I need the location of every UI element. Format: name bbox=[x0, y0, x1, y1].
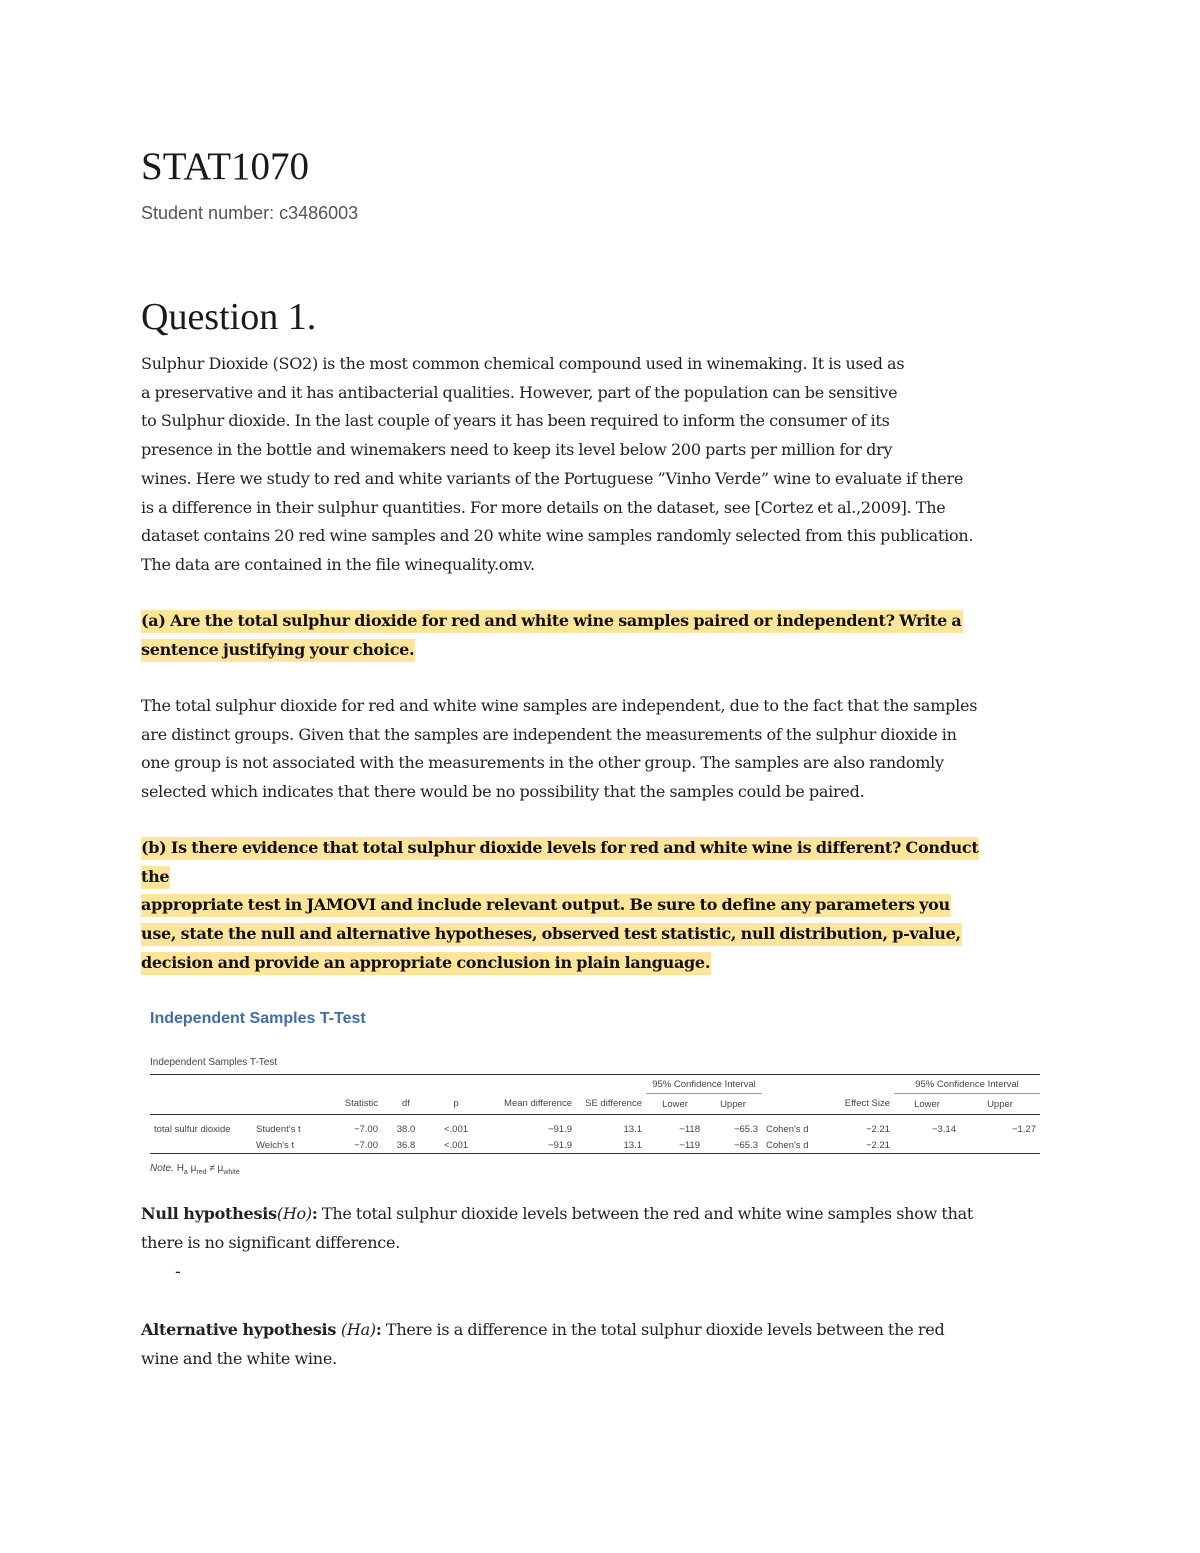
cell-se-diff: 13.1 bbox=[576, 1137, 646, 1154]
col-es-lower: Lower bbox=[894, 1094, 960, 1115]
intro-line: Sulphur Dioxide (SO2) is the most common chemical compound used in winemaking. It is used as bbox=[141, 354, 905, 373]
alt-hypothesis-label: Alternative hypothesis bbox=[141, 1320, 341, 1339]
jamovi-title: Independent Samples T-Test bbox=[150, 1010, 366, 1027]
part-a-question-line: sentence justifying your choice. bbox=[141, 639, 415, 662]
cell-lower: −119 bbox=[646, 1137, 704, 1154]
col-mean-diff: Mean difference bbox=[482, 1094, 576, 1115]
intro-line: presence in the bottle and winemakers need to keep its level below 200 parts per million for dry bbox=[141, 440, 893, 460]
intro-line: is a difference in their sulphur quantities. For more details on the dataset, see [Cortez et al.,2009]. The bbox=[141, 497, 946, 517]
bullet-dash: - bbox=[175, 1262, 181, 1281]
cell-effect-size: −2.21 bbox=[865, 1123, 890, 1135]
alt-hypothesis-text-2: wine and the white wine. bbox=[141, 1348, 337, 1368]
cell-variable: total sulfur dioxide bbox=[154, 1123, 231, 1135]
cell-es-lower bbox=[894, 1137, 960, 1154]
null-hypothesis-label: Null hypothesis bbox=[141, 1204, 277, 1223]
cell-df: 36.8 bbox=[382, 1137, 430, 1154]
answer-line: one group is not associated with the measurements in the other group. The samples are also randomly bbox=[141, 753, 944, 773]
null-hypothesis-symbol: (Ho) bbox=[276, 1204, 312, 1223]
col-p: p bbox=[430, 1094, 482, 1115]
part-b-question-line: appropriate test in JAMOVI and include relevant output. Be sure to define any parameters you bbox=[141, 894, 951, 917]
cell-test: Welch's t bbox=[252, 1137, 324, 1154]
part-b-question-line: decision and provide an appropriate conclusion in plain language. bbox=[141, 952, 711, 975]
answer-line: are distinct groups. Given that the samples are independent the measurements of the sulphur dioxide in bbox=[141, 724, 957, 744]
jamovi-note bbox=[150, 1163, 240, 1176]
cell-lower: −118 bbox=[679, 1123, 700, 1135]
part-b-question bbox=[141, 834, 979, 978]
course-title: STAT1070 bbox=[141, 145, 310, 188]
cell-mean-diff: −91.9 bbox=[547, 1123, 572, 1135]
col-upper: Upper bbox=[704, 1094, 762, 1115]
answer-line: The total sulphur dioxide for red and white wine samples are independent, due to the fact that the samples bbox=[141, 696, 978, 715]
alt-hypothesis-symbol: (Ha) bbox=[340, 1320, 376, 1339]
intro-line: The data are contained in the file winequality.omv. bbox=[141, 554, 535, 574]
part-b-question-line: use, state the null and alternative hypotheses, observed test statistic, null distribution, p-value, bbox=[141, 923, 962, 946]
intro-line: wines. Here we study to red and white variants of the Portuguese ”Vinho Verde” wine to evaluate if there bbox=[141, 468, 964, 488]
note-h: H bbox=[176, 1163, 184, 1174]
col-se-diff: SE difference bbox=[576, 1094, 646, 1115]
note-sub-a: a bbox=[183, 1169, 188, 1176]
intro-line: a preservative and it has antibacterial qualities. However, part of the population can be sensitive bbox=[141, 382, 898, 402]
note-sub-white: white bbox=[223, 1169, 240, 1176]
cell-p: <.001 bbox=[430, 1137, 482, 1154]
intro-line: dataset contains 20 red wine samples and 20 white wine samples randomly selected from this publication. bbox=[141, 526, 974, 546]
null-hypothesis bbox=[141, 1200, 973, 1257]
alt-hypothesis-colon: : bbox=[375, 1320, 382, 1339]
note-neq: ≠ μ bbox=[206, 1163, 224, 1174]
cell-effect-size: −2.21 bbox=[834, 1137, 894, 1154]
cell-es-upper bbox=[960, 1137, 1040, 1154]
cell-statistic: −7.00 bbox=[353, 1123, 378, 1135]
table-row bbox=[150, 1137, 1040, 1154]
intro-line: to Sulphur dioxide. In the last couple of years it has been required to inform the consumer of its bbox=[141, 411, 890, 431]
null-hypothesis-text: The total sulphur dioxide levels between the red and white wine samples show that bbox=[317, 1204, 974, 1223]
answer-line: selected which indicates that there would be no possibility that the samples could be paired. bbox=[141, 782, 865, 802]
jamovi-output bbox=[150, 1010, 1040, 1176]
col-effect-size: Effect Size bbox=[834, 1094, 894, 1115]
cell-effect-name: Cohen's d bbox=[762, 1137, 834, 1154]
table-row bbox=[150, 1115, 1040, 1138]
table-header-row bbox=[150, 1094, 1040, 1115]
jamovi-subtitle: Independent Samples T-Test bbox=[150, 1057, 278, 1068]
ttest-table bbox=[150, 1074, 1040, 1154]
cell-p: <.001 bbox=[443, 1123, 469, 1135]
effect-ci-header: 95% Confidence Interval bbox=[894, 1075, 1040, 1094]
cell-es-lower: −3.14 bbox=[931, 1123, 956, 1135]
cell-se-diff: 13.1 bbox=[623, 1123, 642, 1135]
cell-upper: −65.3 bbox=[704, 1137, 762, 1154]
part-b-question-line: the bbox=[141, 866, 170, 889]
null-hypothesis-colon: : bbox=[311, 1204, 318, 1223]
col-statistic: Statistic bbox=[324, 1094, 382, 1115]
note-label: Note. bbox=[150, 1163, 174, 1174]
alt-hypothesis-text: There is a difference in the total sulphur dioxide levels between the red bbox=[381, 1320, 945, 1339]
ci-header: 95% Confidence Interval bbox=[646, 1075, 762, 1094]
note-sub-red: red bbox=[196, 1169, 207, 1176]
col-lower: Lower bbox=[646, 1094, 704, 1115]
cell-upper: −65.3 bbox=[733, 1123, 758, 1135]
cell-df: 38.0 bbox=[396, 1123, 416, 1135]
table-span-header-row bbox=[150, 1075, 1040, 1094]
col-df: df bbox=[382, 1094, 430, 1115]
cell-test: Student's t bbox=[256, 1123, 301, 1135]
cell-statistic: −7.00 bbox=[324, 1137, 382, 1154]
col-es-upper: Upper bbox=[960, 1094, 1040, 1115]
note-mu1: μ bbox=[187, 1163, 197, 1174]
cell-mean-diff: −91.9 bbox=[482, 1137, 576, 1154]
question-heading: Question 1. bbox=[141, 296, 317, 338]
cell-effect-name: Cohen's d bbox=[766, 1123, 809, 1135]
cell-es-upper: −1.27 bbox=[1011, 1123, 1036, 1135]
part-a-answer bbox=[141, 692, 977, 807]
part-a-question-line: (a) Are the total sulphur dioxide for red and white wine samples paired or independent? Write a bbox=[141, 610, 963, 633]
intro-paragraph bbox=[141, 350, 973, 580]
student-number: Student number: c3486003 bbox=[141, 203, 359, 223]
alternative-hypothesis bbox=[141, 1316, 944, 1373]
part-a-question bbox=[141, 607, 963, 664]
null-hypothesis-text-2: there is no significant difference. bbox=[141, 1232, 401, 1252]
part-b-question-line: (b) Is there evidence that total sulphur dioxide levels for red and white wine is different? Conduct bbox=[141, 837, 979, 860]
